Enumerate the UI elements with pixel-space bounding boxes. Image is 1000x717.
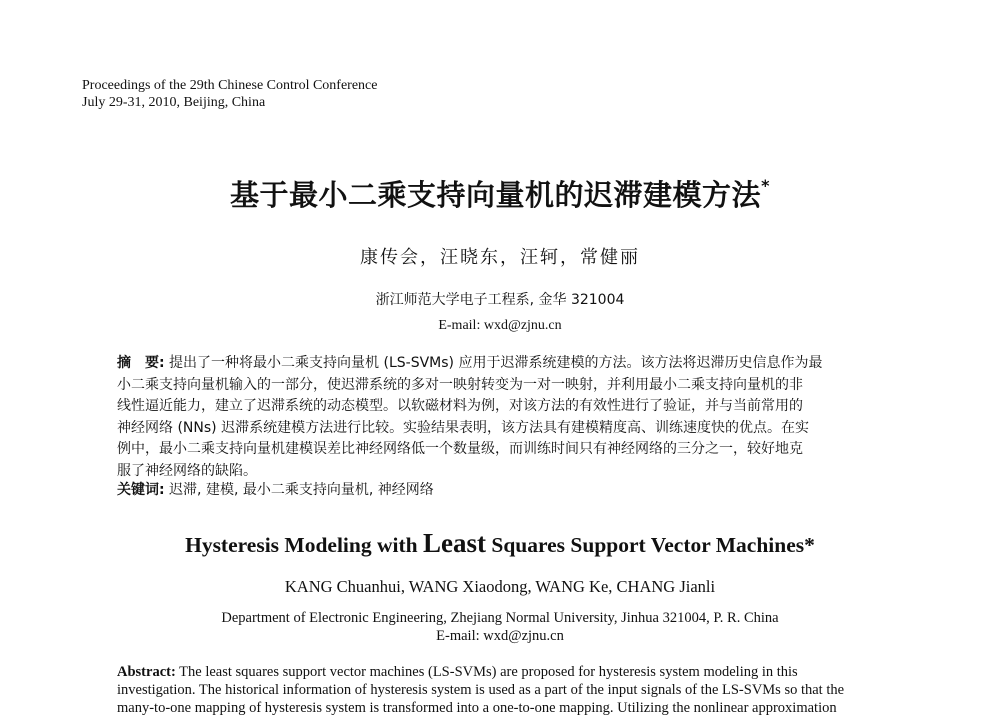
chinese-title (0, 173, 1000, 214)
english-abstract (117, 664, 869, 717)
english-email: E-mail: wxd@zjnu.cn (436, 628, 564, 644)
chinese-abstract-label: 摘 要: (117, 355, 165, 371)
english-affiliation: Department of Electronic Engineering, Zhejiang Normal University, Jinhua 321004, P. R. China (221, 610, 779, 626)
chinese-abstract-text: 提出了一种将最小二乘支持向量机 (LS-SVMs) 应用于迟滞系统建模的方法。该方法将迟滞历史信息作为最 (164, 355, 823, 371)
proceedings-header (82, 77, 377, 111)
chinese-authors: 康传会，汪晓东，汪轲，常健丽 (360, 247, 640, 268)
chinese-abstract-line: 小二乘支持向量机输入的一部分，使迟滞系统的多对一映射转变为一对一映射，并利用最小二乘支持向量机的非 (117, 376, 803, 393)
english-abstract-line: investigation. The historical information of hysteresis system is used as a part of the input signals of the LS-SVMs so that the (117, 681, 845, 698)
chinese-keywords-text: 迟滞, 建模, 最小二乘支持向量机, 神经网络 (164, 482, 434, 498)
chinese-abstract-line (117, 353, 869, 375)
chinese-affiliation: 浙江师范大学电子工程系, 金华 321004 (375, 292, 625, 308)
chinese-email: E-mail: wxd@zjnu.cn (438, 318, 562, 333)
chinese-keywords (117, 479, 869, 499)
chinese-abstract-line: 神经网络 (NNs) 迟滞系统建模方法进行比较。实验结果表明，该方法具有建模精度高、训练速度快的优点。在实 (117, 419, 810, 436)
english-title-part1: Hysteresis Modeling with (185, 533, 423, 557)
chinese-abstract (117, 353, 869, 483)
english-affiliation-block (0, 609, 1000, 645)
proceedings-line-1: Proceedings of the 29th Chinese Control Conference (82, 78, 378, 93)
english-title-part2: Squares Support Vector Machines* (485, 533, 815, 557)
english-title-big-word: Least (422, 528, 486, 558)
chinese-abstract-line: 线性逼近能力，建立了迟滞系统的动态模型。以软磁材料为例，对该方法的有效性进行了验证，并与当前常用的 (117, 398, 803, 415)
english-abstract-line (117, 664, 869, 682)
english-abstract-text: The least squares support vector machines (LS-SVMs) are proposed for hysteresis system modeling in this (175, 664, 798, 680)
english-abstract-label: Abstract: (117, 664, 176, 680)
english-authors: KANG Chuanhui, WANG Xiaodong, WANG Ke, CHANG Jianli (284, 577, 716, 596)
proceedings-line-2: July 29-31, 2010, Beijing, China (82, 95, 266, 110)
english-title (0, 528, 1000, 559)
chinese-abstract-line: 服了神经网络的缺陷。 (117, 462, 257, 479)
chinese-keywords-label: 关键词: (117, 482, 165, 498)
chinese-title-text: 基于最小二乘支持向量机的迟滞建模方法 (230, 178, 762, 212)
english-abstract-line: many-to-one mapping of hysteresis system is transformed into a one-to-one mapping. Utilizing the nonlinear approximation (117, 699, 837, 716)
chinese-title-footnote-mark: * (761, 176, 770, 195)
chinese-abstract-line: 例中，最小二乘支持向量机建模误差比神经网络低一个数量级，而训练时间只有神经网络的三分之一，较好地克 (117, 441, 803, 458)
